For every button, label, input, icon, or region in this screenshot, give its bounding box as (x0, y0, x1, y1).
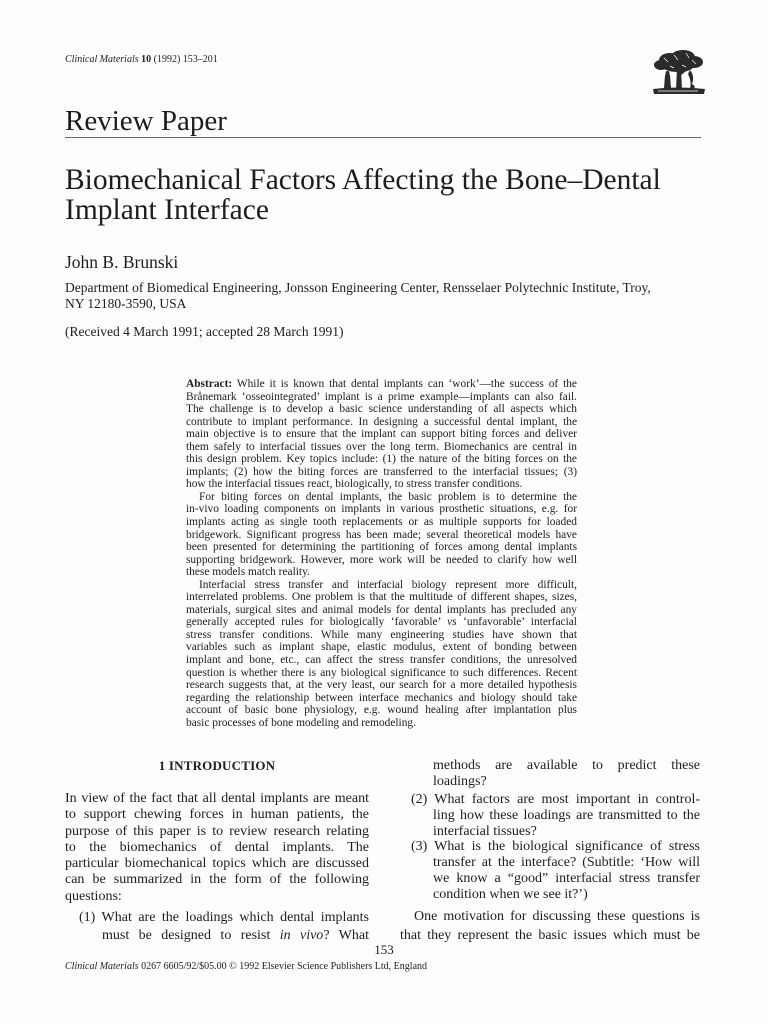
abstract-line: interrelated problems. One problem is that the multitude of different shapes, sizes, (186, 591, 577, 604)
question-line: interfacial tissues? (433, 824, 537, 839)
header-rule (65, 137, 701, 138)
question-line: transfer at the interface? (Subtitle: ‘How will (433, 855, 700, 870)
journal-citation (65, 54, 218, 66)
affiliation-line: NY 12180-3590, USA (65, 296, 187, 311)
question-line: condition when we see it?’) (433, 887, 588, 902)
abstract-line: in-vivo loading components on implants in various prosthetic situations, e.g. for (186, 503, 577, 516)
body-line: purpose of this paper is to review research relating (65, 823, 369, 839)
question-1 (65, 909, 369, 945)
abstract-line-text: generally accepted rules for biologically ‘favorable’ (186, 616, 441, 629)
question-3 (400, 839, 700, 903)
abstract-line: Interfacial stress transfer and interfacial biology represent more difficult, (199, 578, 577, 591)
motivation-paragraph (400, 908, 700, 945)
abstract-line: how the interfacial tissues react, biologically, to stress transfer conditions. (186, 478, 523, 491)
abstract-line: stress transfer conditions. While many engineering studies have shown that (186, 628, 577, 641)
elsevier-tree-logo-icon (648, 48, 708, 98)
abstract-line (186, 616, 577, 629)
body-line: particular biomechanical topics which are discussed (65, 856, 369, 872)
abstract-line: regarding the relationship between interface mechanics and biology should take (186, 691, 577, 704)
abstract (186, 378, 577, 729)
volume-number: 10 (141, 54, 152, 65)
footer-imprint (65, 961, 427, 973)
footer-journal-name: Clinical Materials (65, 961, 139, 972)
abstract-line: these models match reality. (186, 566, 310, 579)
question-line-text: must be designed to resist (102, 928, 271, 943)
received-dates: (Received 4 March 1991; accepted 28 March 1991) (65, 324, 344, 339)
italic-term: in vivo (279, 928, 324, 943)
abstract-italic-term: vs (447, 616, 457, 629)
question-line: we know a “good” interfacial stress transfer (433, 871, 700, 886)
question-line: (1) What are the loadings which dental implants (79, 910, 369, 925)
abstract-line: bridgework. Significant progress has been made; several theoretical models have (186, 528, 577, 541)
page-number: 153 (374, 942, 394, 957)
question-line-text: ? What (323, 928, 369, 943)
issue-pages: (1992) 153–201 (153, 54, 218, 65)
intro-paragraph (65, 791, 369, 905)
journal-name: Clinical Materials (65, 54, 139, 65)
abstract-line: main objective is to ensure that the implant can support biting forces and deliver (186, 428, 577, 441)
abstract-line: account of basic bone physiology, e.g. wound healing after implantation plus (186, 704, 577, 717)
question-line: ling how these loadings are transmitted to the (433, 808, 700, 823)
abstract-line: implant and bone, etc., can affect the stress transfer conditions, the unresolved (186, 654, 577, 667)
title-line: Biomechanical Factors Affecting the Bone–Dental (65, 164, 661, 196)
abstract-line-text: ‘unfavorable’ interfacial (463, 616, 577, 629)
abstract-line: question is whether there is any biological significance to such differences. Recent (186, 666, 577, 679)
section-label: Review Paper (65, 105, 227, 137)
body-line: to the biomechanics of dental implants. The (65, 839, 369, 855)
abstract-line: implants; (2) how the biting forces are transferred to the interfacial tissues; (3) (186, 465, 577, 478)
abstract-line: research suggests that, at the very least, our search for a more detailed hypothesis (186, 679, 577, 692)
body-line: In view of the fact that all dental implants are meant (65, 791, 369, 806)
body-line: questions: (65, 888, 122, 904)
body-line: One motivation for discussing these questions is (414, 909, 700, 924)
author-name: John B. Brunski (65, 252, 179, 272)
body-line: to support chewing forces in human patients, the (65, 807, 369, 823)
abstract-line: The challenge is to develop a basic science understanding of all aspects which (186, 403, 577, 416)
body-line: that they represent the basic issues which must be (400, 927, 700, 943)
question-line: methods are available to predict these (433, 758, 700, 773)
affiliation (65, 280, 651, 312)
footer-imprint-text: 0267 6605/92/$05.00 © 1992 Elsevier Science Publishers Ltd, England (141, 961, 428, 972)
abstract-line: materials, surgical sites and animal models for dental implants has precluded any (186, 603, 577, 616)
question-1-continued (400, 758, 700, 790)
abstract-line: implants acting as single tooth replacements or as multiple supports for loaded (186, 516, 577, 529)
abstract-label: Abstract: (186, 378, 233, 390)
body-line: can be summarized in the form of the following (65, 872, 369, 888)
abstract-line: this design problem. Key topics include: (1) the nature of the biting forces on the (186, 453, 577, 466)
section-heading: 1 INTRODUCTION (158, 758, 276, 773)
abstract-line: variables such as implant shape, elastic modulus, extent of bonding between (186, 641, 577, 654)
question-line: loadings? (433, 774, 487, 790)
affiliation-line: Department of Biomedical Engineering, Jonsson Engineering Center, Rensselaer Polytechnic Institute, Troy, (65, 280, 651, 295)
abstract-line: been presented for determining the partitioning of forces among dental implants (186, 541, 577, 554)
abstract-line (186, 378, 577, 391)
article-title (65, 166, 661, 225)
title-line: Implant Interface (65, 193, 269, 226)
question-line: (2) What factors are most important in control- (411, 792, 700, 807)
abstract-line: Brånemark ‘osseointegrated’ implant is a prime example—implants can also fail. (186, 390, 577, 403)
abstract-line: basic processes of bone modeling and remodeling. (186, 716, 416, 729)
abstract-line-text: While it is known that dental implants can ‘work’—the success of the (236, 378, 577, 390)
abstract-line: For biting forces on dental implants, the basic problem is to determine the (199, 490, 577, 503)
abstract-line: them safely to interfacial tissues over the long term. Biomechanics are central in (186, 440, 577, 453)
abstract-line: contribute to implant performance. In designing a successful dental implant, the (186, 415, 577, 428)
question-2 (400, 792, 700, 840)
question-line: (3) What is the biological significance of stress (411, 839, 700, 854)
abstract-line: supporting bridgework. However, more work will be needed to clarify how well (186, 553, 577, 566)
